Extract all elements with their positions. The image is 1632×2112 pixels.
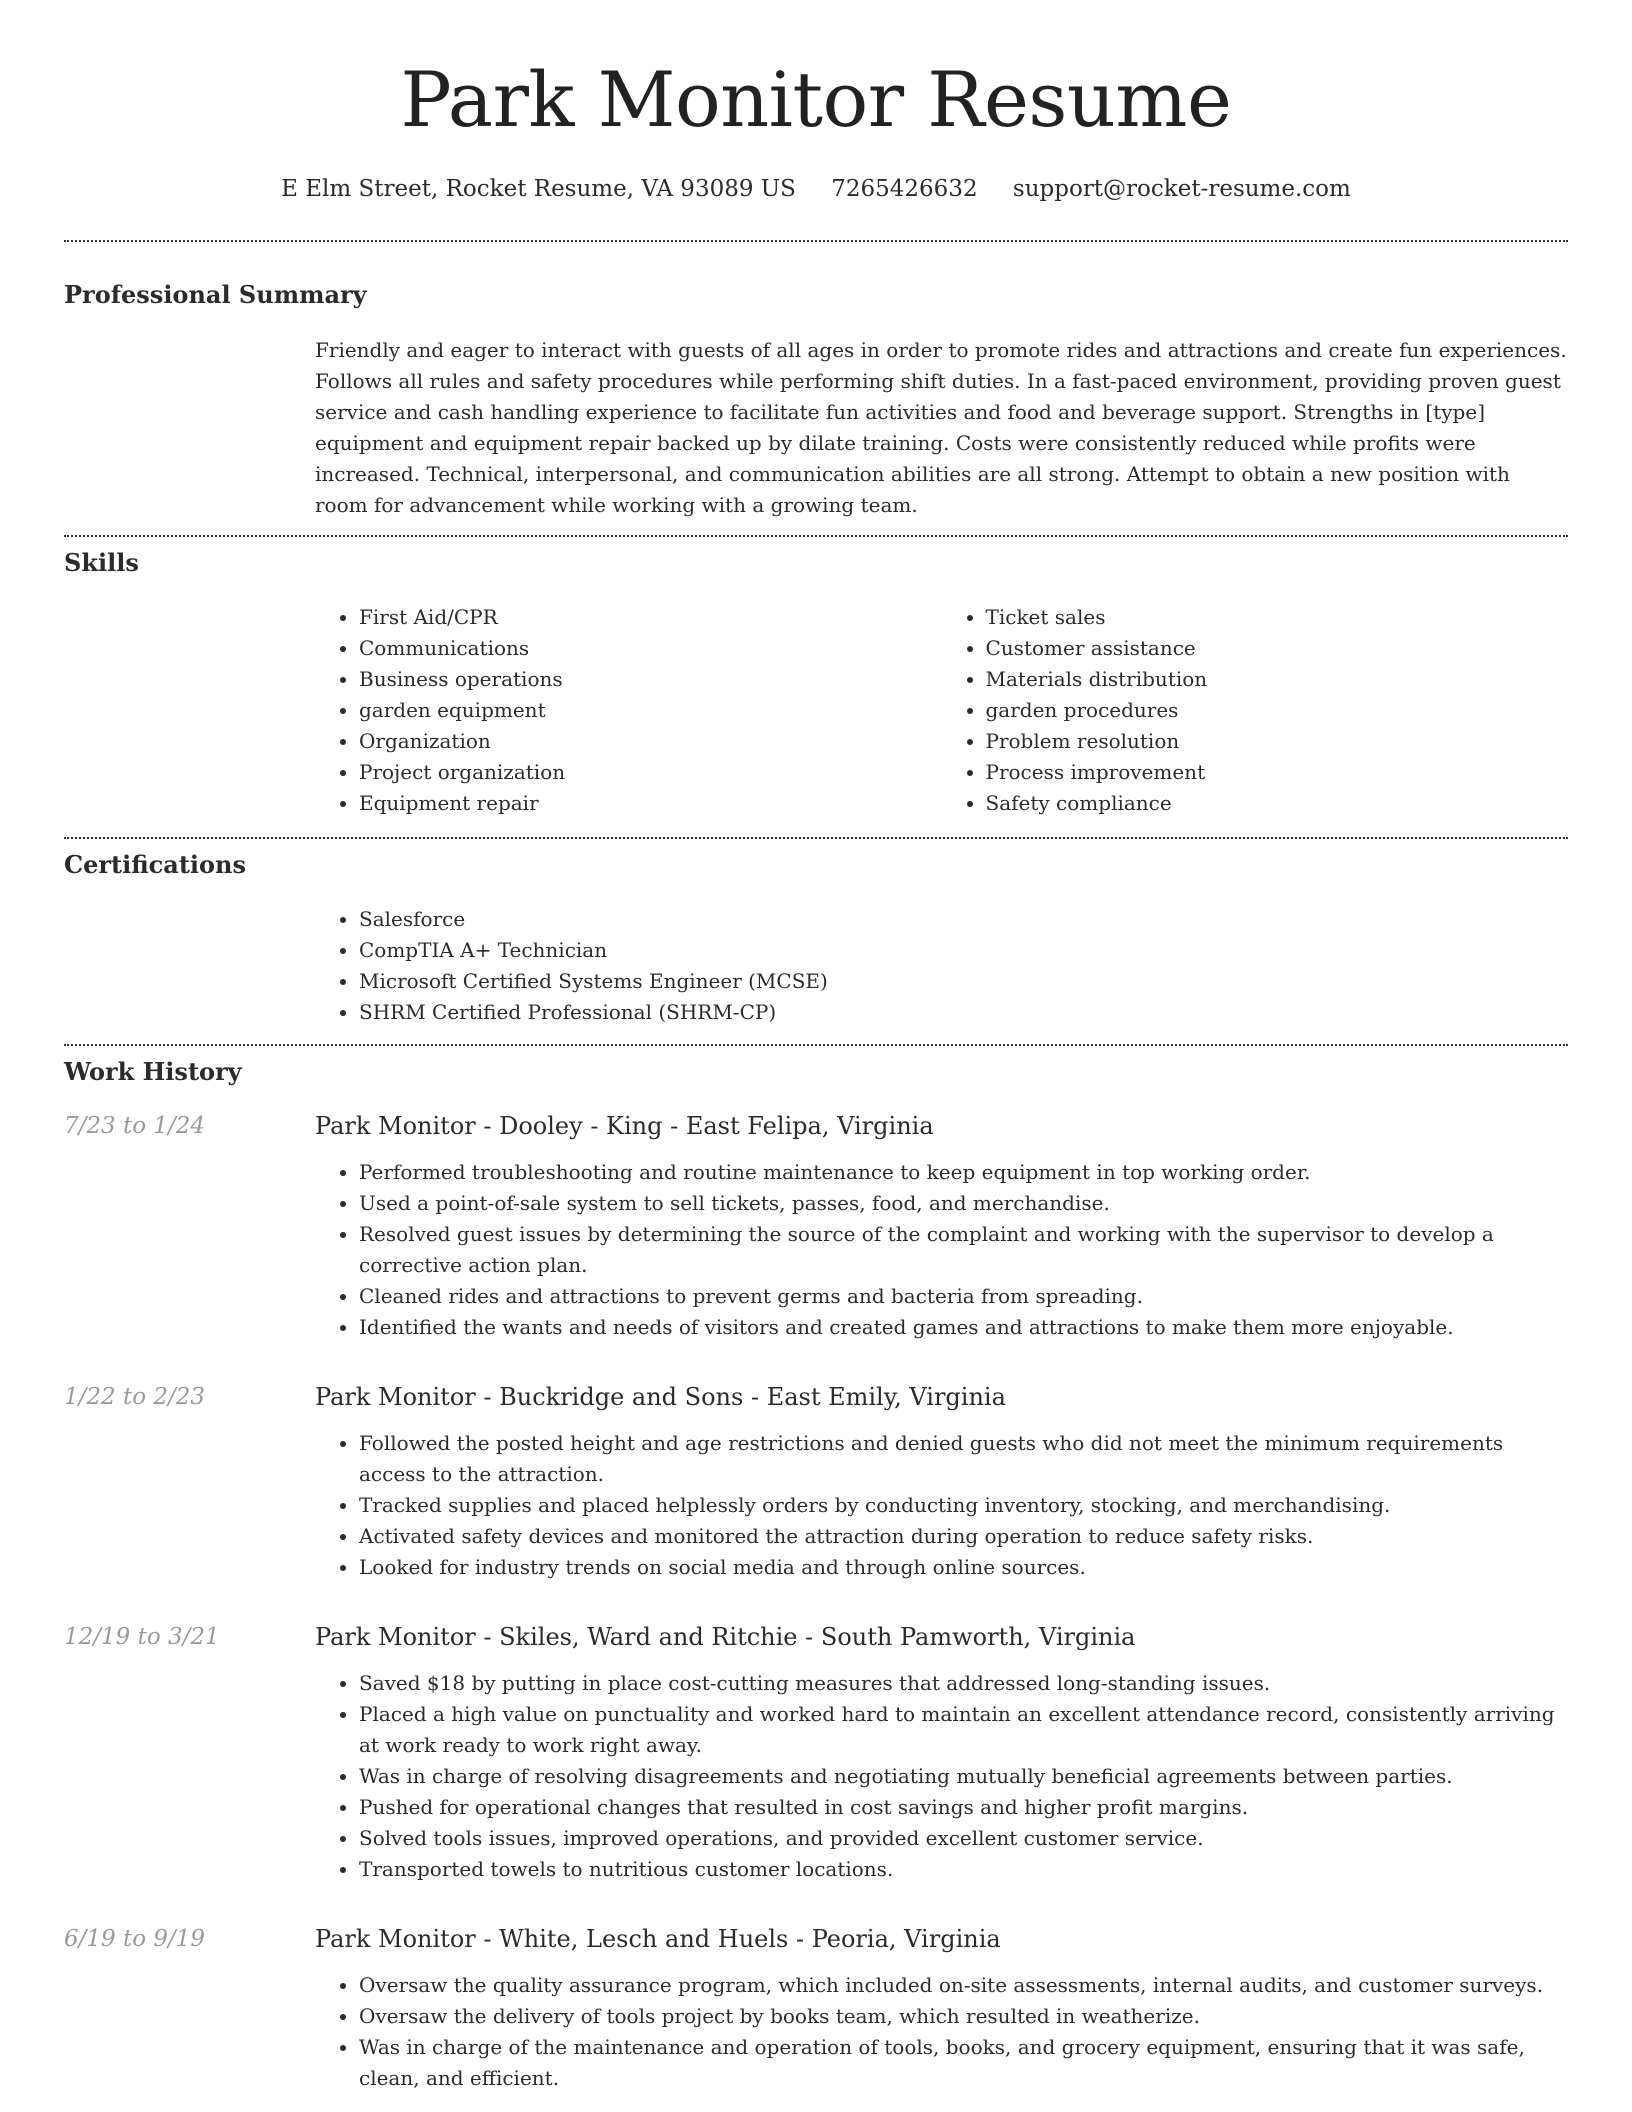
job-title: Park Monitor - Dooley - King - East Felipa, Virginia xyxy=(315,1112,934,1140)
job-bullet: • Cleaned rides and attractions to prevent germs and bacteria from spreading. xyxy=(359,1281,1568,1312)
section-divider xyxy=(64,240,1568,242)
resume-page xyxy=(64,0,1568,2094)
summary-text: Friendly and eager to interact with guests of all ages in order to promote rides and attractions and create fun experiences. Follows all rules and safety procedures while performing shift duties. In a fast-paced environment, providing proven guest service and cash handling experience to facilitate fun activities and food and beverage support. Strengths in [type] equipment and equipment repair backed up by dilate training. Costs were consistently reduced while profits were increased. Technical, interpersonal, and communication abilities are all strong. Attempt to obtain a new position with room for advancement while working with a growing team. xyxy=(315,338,1567,517)
skill-item: • Safety compliance xyxy=(986,788,1569,819)
skills-list-left xyxy=(315,602,942,819)
skill-item: • Customer assistance xyxy=(986,633,1569,664)
contact-email[interactable]: support@rocket-resume.com xyxy=(1012,176,1351,202)
job-entry xyxy=(64,1380,1568,1583)
certifications-list xyxy=(315,904,1568,1028)
summary-section xyxy=(64,280,1568,521)
job-bullet: • Looked for industry trends on social media and through online sources. xyxy=(359,1552,1568,1583)
job-bullet: • Oversaw the quality assurance program, which included on-site assessments, internal audits, and customer surveys. xyxy=(359,1970,1568,2001)
job-entry xyxy=(64,1620,1568,1885)
certifications-content xyxy=(315,904,1568,1028)
job-title: Park Monitor - White, Lesch and Huels - Peoria, Virginia xyxy=(315,1925,1001,1953)
skill-item: • Organization xyxy=(359,726,942,757)
skill-item: • Materials distribution xyxy=(986,664,1569,695)
contact-line xyxy=(64,174,1568,204)
skills-section xyxy=(64,548,1568,819)
job-bullet: • Placed a high value on punctuality and worked hard to maintain an excellent attendance record, consistently arriving at work ready to work right away. xyxy=(359,1699,1568,1761)
section-divider xyxy=(64,1044,1568,1046)
job-bullet: • Saved $18 by putting in place cost-cutting measures that addressed long-standing issues. xyxy=(359,1668,1568,1699)
job-bullet: • Performed troubleshooting and routine maintenance to keep equipment in top working order. xyxy=(359,1157,1568,1188)
skills-columns xyxy=(315,602,1568,819)
job-dates: 12/19 to 3/21 xyxy=(64,1624,220,1650)
skill-item: • Problem resolution xyxy=(986,726,1569,757)
skill-item: • Ticket sales xyxy=(986,602,1569,633)
job-entry xyxy=(64,1109,1568,1343)
job-dates: 6/19 to 9/19 xyxy=(64,1926,206,1952)
job-bullets xyxy=(315,1157,1568,1343)
work-heading: Work History xyxy=(64,1057,242,1086)
job-title: Park Monitor - Skiles, Ward and Ritchie - South Pamworth, Virginia xyxy=(315,1623,1136,1651)
skill-item: • Project organization xyxy=(359,757,942,788)
skill-item: • First Aid/CPR xyxy=(359,602,942,633)
section-divider xyxy=(64,837,1568,839)
job-bullet: • Used a point-of-sale system to sell tickets, passes, food, and merchandise. xyxy=(359,1188,1568,1219)
job-dates: 7/23 to 1/24 xyxy=(64,1113,206,1139)
job-bullet: • Resolved guest issues by determining the source of the complaint and working with the supervisor to develop a corrective action plan. xyxy=(359,1219,1568,1281)
section-divider xyxy=(64,535,1568,537)
certification-item: • Salesforce xyxy=(359,904,1568,935)
work-section xyxy=(64,1057,1568,2094)
certification-item: • CompTIA A+ Technician xyxy=(359,935,1568,966)
skill-item: • Business operations xyxy=(359,664,942,695)
job-title: Park Monitor - Buckridge and Sons - East Emily, Virginia xyxy=(315,1383,1006,1411)
skill-item: • garden procedures xyxy=(986,695,1569,726)
summary-content xyxy=(315,335,1568,521)
job-bullet: • Transported towels to nutritious customer locations. xyxy=(359,1854,1568,1885)
skill-item: • Process improvement xyxy=(986,757,1569,788)
page-title: Park Monitor Resume xyxy=(400,55,1232,144)
certification-item: • Microsoft Certified Systems Engineer (MCSE) xyxy=(359,966,1568,997)
skill-item: • Equipment repair xyxy=(359,788,942,819)
contact-address: E Elm Street, Rocket Resume, VA 93089 US xyxy=(281,176,796,202)
job-bullet: • Followed the posted height and age restrictions and denied guests who did not meet the minimum requirements access to the attraction. xyxy=(359,1428,1568,1490)
job-bullets xyxy=(315,1970,1568,2094)
certifications-section xyxy=(64,850,1568,1028)
job-bullet: • Was in charge of the maintenance and operation of tools, books, and grocery equipment, ensuring that it was safe, clean, and efficient. xyxy=(359,2032,1568,2094)
skills-list-right xyxy=(942,602,1569,819)
job-bullet: • Identified the wants and needs of visitors and created games and attractions to make them more enjoyable. xyxy=(359,1312,1568,1343)
job-bullet: • Tracked supplies and placed helplessly orders by conducting inventory, stocking, and merchandising. xyxy=(359,1490,1568,1521)
job-entry xyxy=(64,1922,1568,2094)
skills-heading: Skills xyxy=(64,548,139,577)
certifications-heading: Certifications xyxy=(64,850,247,879)
summary-heading: Professional Summary xyxy=(64,280,367,309)
job-bullet: • Pushed for operational changes that resulted in cost savings and higher profit margins. xyxy=(359,1792,1568,1823)
job-dates: 1/22 to 2/23 xyxy=(64,1384,206,1410)
skill-item: • Communications xyxy=(359,633,942,664)
job-bullet: • Solved tools issues, improved operations, and provided excellent customer service. xyxy=(359,1823,1568,1854)
skill-item: • garden equipment xyxy=(359,695,942,726)
job-bullet: • Was in charge of resolving disagreements and negotiating mutually beneficial agreements between parties. xyxy=(359,1761,1568,1792)
job-bullet: • Activated safety devices and monitored the attraction during operation to reduce safety risks. xyxy=(359,1521,1568,1552)
certification-item: • SHRM Certified Professional (SHRM-CP) xyxy=(359,997,1568,1028)
job-bullets xyxy=(315,1428,1568,1583)
job-bullet: • Oversaw the delivery of tools project by books team, which resulted in weatherize. xyxy=(359,2001,1568,2032)
contact-phone: 7265426632 xyxy=(831,176,978,202)
job-bullets xyxy=(315,1668,1568,1885)
